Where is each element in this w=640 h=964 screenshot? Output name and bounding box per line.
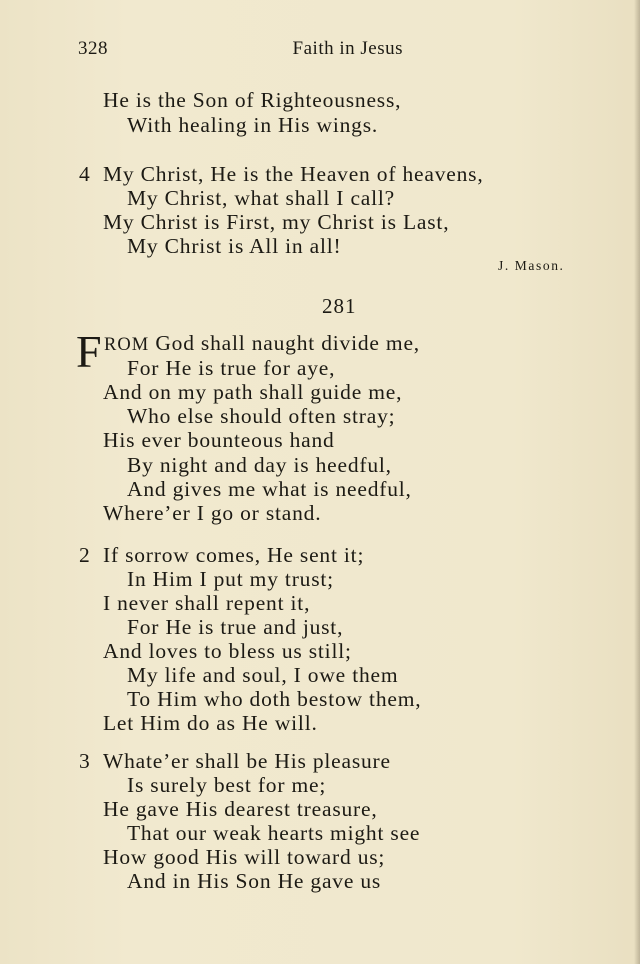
stanza1-line-3: And on my path shall guide me, bbox=[103, 380, 403, 404]
drop-cap: F bbox=[76, 326, 102, 377]
stanza4-line-4: My Christ is All in all! bbox=[127, 234, 342, 258]
stanza2-line-8: Let Him do as He will. bbox=[103, 711, 318, 735]
stanza-number-2: 2 bbox=[79, 543, 90, 567]
stanza3-line-1: Whate’er shall be His pleasure bbox=[103, 749, 391, 773]
stanza3-line-4: That our weak hearts might see bbox=[127, 821, 421, 845]
hymn-number: 281 bbox=[322, 294, 357, 318]
prev-hymn-line-2: With healing in His wings. bbox=[127, 113, 379, 137]
stanza1-line-5: His ever bounteous hand bbox=[103, 428, 335, 452]
stanza1-line-2: For He is true for aye, bbox=[127, 356, 336, 380]
stanza2-line-7: To Him who doth bestow them, bbox=[127, 687, 422, 711]
stanza3-line-3: He gave His dearest treasure, bbox=[103, 797, 378, 821]
stanza4-line-3: My Christ is First, my Christ is Last, bbox=[103, 210, 450, 234]
page-number: 328 bbox=[78, 38, 108, 59]
stanza-number-3: 3 bbox=[79, 749, 90, 773]
stanza3-line-5: How good His will toward us; bbox=[103, 845, 386, 869]
stanza2-line-1: If sorrow comes, He sent it; bbox=[103, 543, 365, 567]
stanza3-line-2: Is surely best for me; bbox=[127, 773, 327, 797]
stanza2-line-3: I never shall repent it, bbox=[103, 591, 311, 615]
stanza2-line-2: In Him I put my trust; bbox=[127, 567, 334, 591]
stanza4-line-2: My Christ, what shall I call? bbox=[127, 186, 396, 210]
stanza1-first-line-rest: God shall naught divide me, bbox=[149, 331, 420, 355]
running-title: Faith in Jesus bbox=[292, 38, 403, 59]
stanza-number-4: 4 bbox=[79, 162, 90, 186]
page-edge-shadow bbox=[634, 0, 640, 964]
stanza1-line-8: Where’er I go or stand. bbox=[103, 501, 322, 525]
stanza2-line-6: My life and soul, I owe them bbox=[127, 663, 399, 687]
stanza1-line-4: Who else should often stray; bbox=[127, 404, 396, 428]
stanza1-line-1 bbox=[104, 331, 420, 357]
running-header bbox=[78, 38, 403, 64]
stanza3-line-6: And in His Son He gave us bbox=[127, 869, 382, 893]
stanza1-first-word-rest: ROM bbox=[104, 335, 150, 355]
hymn-author: J. Mason. bbox=[498, 258, 565, 273]
stanza2-line-4: For He is true and just, bbox=[127, 615, 344, 639]
stanza1-line-7: And gives me what is needful, bbox=[127, 477, 412, 501]
stanza4-line-1: My Christ, He is the Heaven of heavens, bbox=[103, 162, 484, 186]
stanza1-line-6: By night and day is heedful, bbox=[127, 453, 392, 477]
prev-hymn-line-1: He is the Son of Righteousness, bbox=[103, 88, 402, 112]
stanza2-line-5: And loves to bless us still; bbox=[103, 639, 352, 663]
